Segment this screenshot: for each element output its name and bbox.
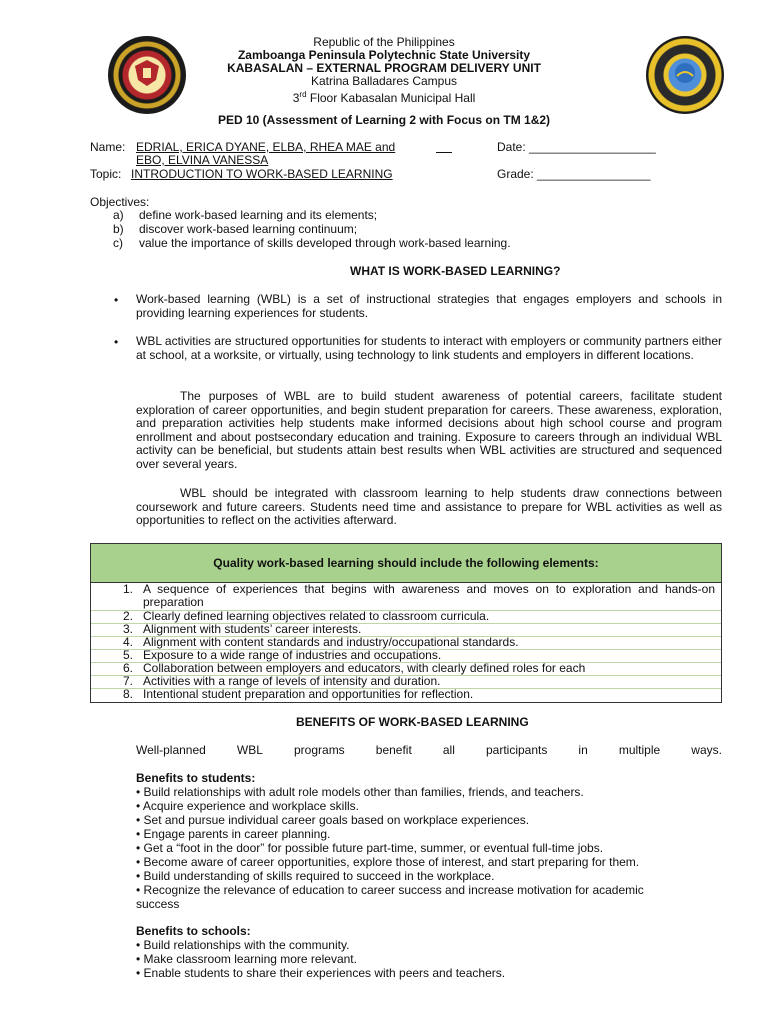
table-row: 7. Activities with a range of levels of intensity and duration. <box>91 675 721 689</box>
header-university: Zamboanga Peninsula Polytechnic State University <box>237 48 531 62</box>
course-title: PED 10 (Assessment of Learning 2 with Focus on TM 1&2) <box>217 113 551 127</box>
table-row: 4. Alignment with content standards and industry/occupational standards. <box>91 636 721 650</box>
school-benefit-item: • Make classroom learning more relevant. <box>136 952 357 966</box>
name-value-line2: EBO, ELVINA VANESSA <box>136 153 269 167</box>
student-benefit-item: • Build understanding of skills required to succeed in the workplace. <box>136 869 495 883</box>
purposes-paragraph: The purposes of WBL are to build student awareness of potential careers, facilitate student exploration of career opportunities, and begin student preparation for careers. These awareness, exploration, and preparation activities help students make informed decisions about high school course and program enrollment and about postsecondary education and training. Exposure to careers through an individual WBL activity can be beneficial, but students attain best results when WBL activities are structured and sequenced over several years. <box>136 389 722 471</box>
benefits-schools-title: Benefits to schools: <box>136 924 251 938</box>
benefits-students-title: Benefits to students: <box>136 771 256 785</box>
bullet-icon: • <box>114 293 119 307</box>
student-benefit-item: • Acquire experience and workplace skills. <box>136 799 359 813</box>
elements-table <box>90 543 722 703</box>
topic-value: INTRODUCTION TO WORK-BASED LEARNING <box>131 167 393 181</box>
objective-mark: c) <box>113 236 123 250</box>
name-value-line1: EDRIAL, ERICA DYANE, ELBA, RHEA MAE and <box>136 140 396 154</box>
table-row: 5. Exposure to a wide range of industries and occupations. <box>91 649 721 663</box>
topic-label: Topic: <box>90 167 122 181</box>
grade-field: Grade: _________________ <box>497 167 651 181</box>
benefits-intro: Well-planned WBL programs benefit all participants in multiple ways. <box>136 743 722 757</box>
section-title-what-is-wbl: WHAT IS WORK-BASED LEARNING? <box>350 264 561 278</box>
bullet-paragraph: WBL activities are structured opportunities for students to interact with employers or community partners either at school, at a worksite, or virtually, using technology to link students and employers in different locations. <box>136 334 722 362</box>
student-benefit-item: success <box>136 897 180 911</box>
header-campus: Katrina Balladares Campus <box>310 74 458 88</box>
objective-item: define work-based learning and its elements; <box>139 208 378 222</box>
student-benefit-item: • Engage parents in career planning. <box>136 827 331 841</box>
school-benefit-item: • Enable students to share their experiences with peers and teachers. <box>136 966 506 980</box>
table-row: 1. A sequence of experiences that begins with awareness and moves on to exploration and hands-on preparation <box>91 583 721 611</box>
header-unit: KABASALAN – EXTERNAL PROGRAM DELIVERY UNIT <box>227 61 541 75</box>
section-title-benefits: BENEFITS OF WORK-BASED LEARNING <box>296 715 529 729</box>
student-benefit-item: • Become aware of career opportunities, explore those of interest, and start preparing for them. <box>136 855 640 869</box>
bullet-icon: • <box>114 335 119 349</box>
objective-mark: a) <box>113 208 124 222</box>
table-row: 3. Alignment with students’ career interests. <box>91 623 721 637</box>
date-field: Date: ___________________ <box>497 140 656 154</box>
header-republic: Republic of the Philippines <box>313 35 455 49</box>
objective-mark: b) <box>113 222 124 236</box>
elements-table-header: Quality work-based learning should include the following elements: <box>91 544 721 583</box>
table-row: 2. Clearly defined learning objectives related to classroom curricula. <box>91 610 721 624</box>
objectives-title: Objectives: <box>90 195 150 209</box>
table-row: 6. Collaboration between employers and educators, with clearly defined roles for each <box>91 662 721 676</box>
school-benefit-item: • Build relationships with the community. <box>136 938 350 952</box>
student-benefit-item: • Get a “foot in the door” for possible future part-time, summer, or eventual full-time jobs. <box>136 841 604 855</box>
name-label: Name: <box>90 140 126 154</box>
integration-paragraph: WBL should be integrated with classroom learning to help students draw connections between coursework and future careers. Students need time and assistance to prepare for WBL activities as well as opportunities to reflect on the activities afterward. <box>136 486 722 528</box>
objective-item: value the importance of skills developed through work-based learning. <box>139 236 511 250</box>
objective-item: discover work-based learning continuum; <box>139 222 358 236</box>
student-benefit-item: • Set and pursue individual career goals based on workplace experiences. <box>136 813 530 827</box>
table-row: 8. Intentional student preparation and opportunities for reflection. <box>122 687 474 701</box>
name-underline <box>436 152 452 153</box>
bullet-paragraph: Work-based learning (WBL) is a set of instructional strategies that engages employers and schools in providing learning experiences for students. <box>136 292 722 320</box>
student-benefit-item: • Build relationships with adult role models other than families, friends, and teachers. <box>136 785 584 799</box>
header-floor: 3rd Floor Kabasalan Municipal Hall <box>292 90 476 105</box>
student-benefit-item: • Recognize the relevance of education to career success and increase motivation for academic <box>136 883 644 897</box>
